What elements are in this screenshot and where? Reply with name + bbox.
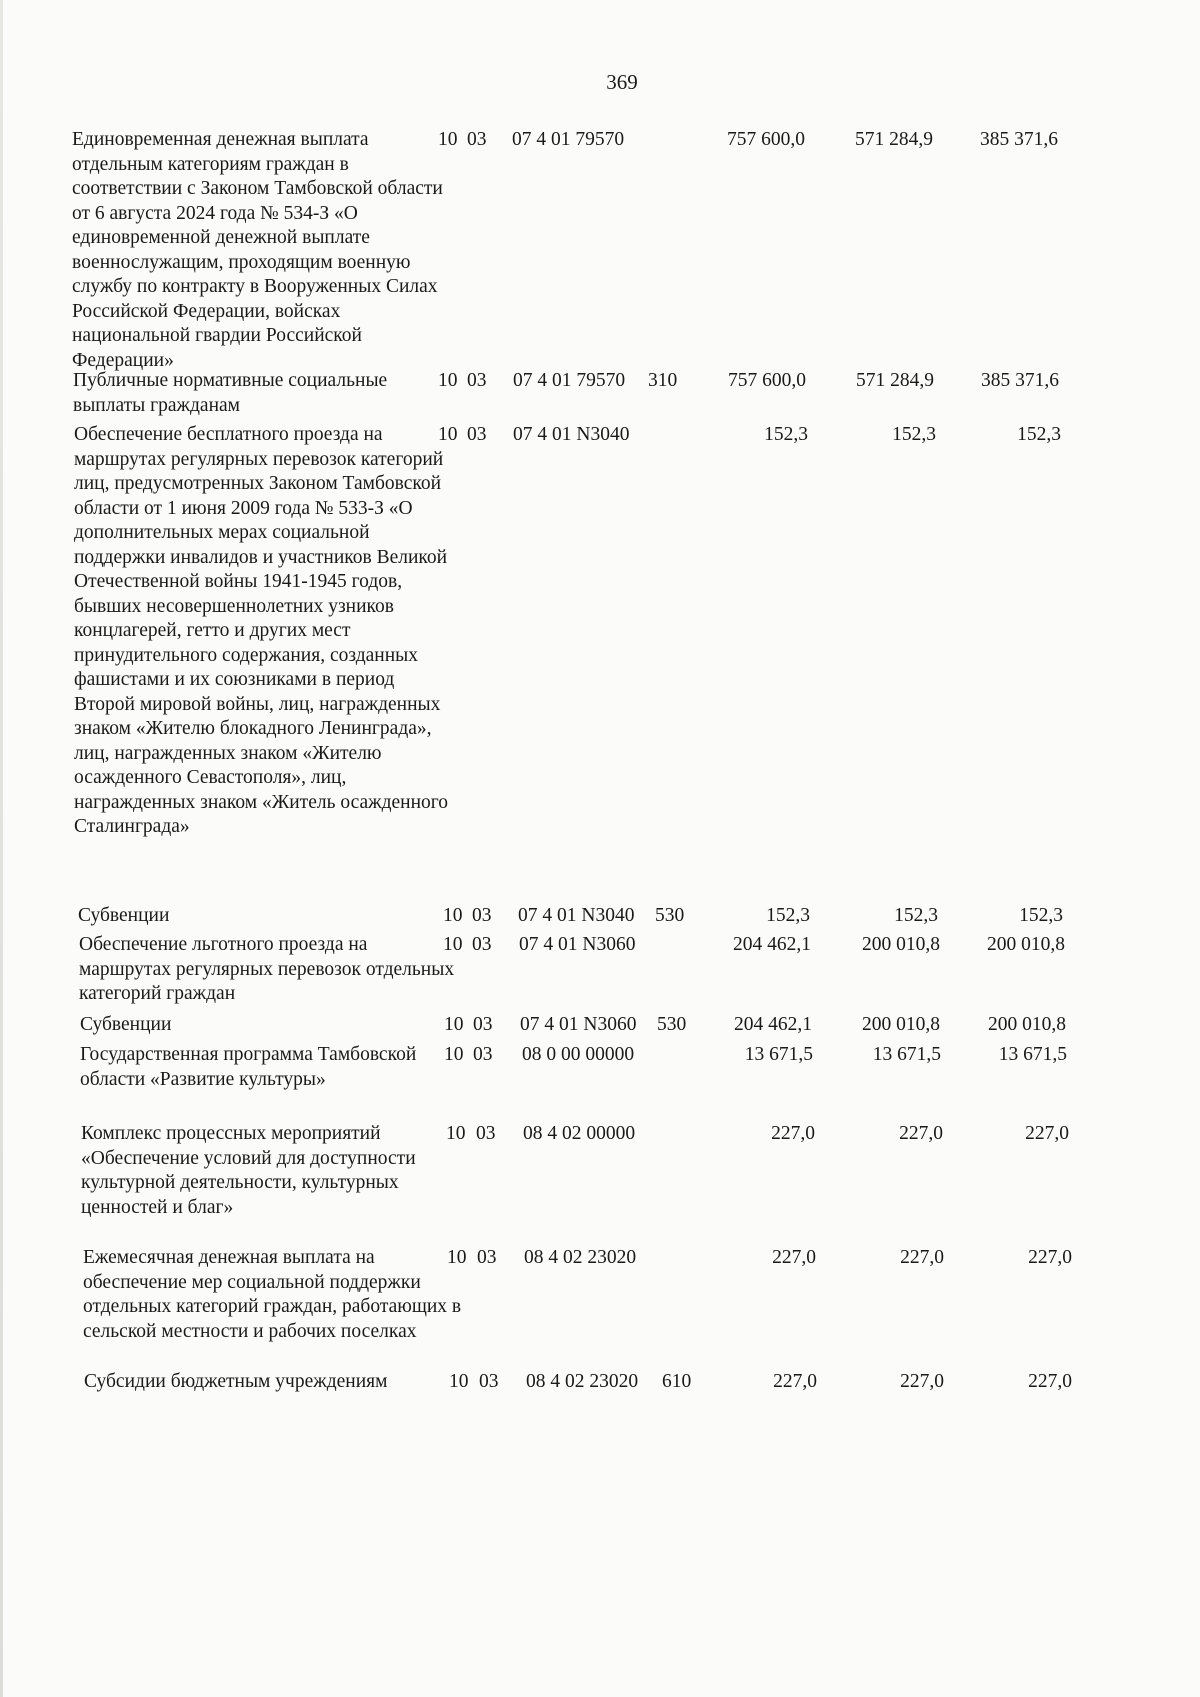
- row-description: Обеспечение льготного проезда на маршрутах регулярных перевозок отдельных категорий граждан: [79, 934, 455, 1004]
- row-description: Субсидии бюджетным учреждениям: [84, 1371, 388, 1392]
- row-description: Государственная программа Тамбовской области «Развитие культуры»: [80, 1044, 417, 1090]
- row-subsection-code: 03: [476, 1123, 496, 1144]
- row-amount-year-3: 227,0: [1028, 1371, 1072, 1392]
- row-target-article: 07 4 01 N3040: [518, 905, 635, 926]
- row-amount-year-3: 385 371,6: [980, 129, 1058, 150]
- row-section-code: 10: [443, 934, 463, 955]
- row-amount-year-3: 227,0: [1028, 1247, 1072, 1268]
- row-description: Комплекс процессных мероприятий «Обеспечение условий для доступности культурной деятельности, культурных ценностей и благ»: [81, 1123, 416, 1218]
- row-subsection-code: 03: [477, 1247, 497, 1268]
- row-expense-type: 530: [655, 905, 685, 926]
- page-number: 369: [606, 70, 638, 94]
- row-section-code: 10: [444, 1014, 464, 1035]
- row-section-code: 10: [438, 370, 458, 391]
- row-amount-year-1: 152,3: [764, 424, 808, 445]
- row-amount-year-3: 227,0: [1025, 1123, 1069, 1144]
- row-target-article: 08 4 02 23020: [524, 1247, 637, 1268]
- row-subsection-code: 03: [472, 934, 492, 955]
- row-amount-year-3: 385 371,6: [981, 370, 1059, 391]
- row-amount-year-2: 200 010,8: [862, 934, 940, 955]
- row-amount-year-2: 227,0: [899, 1123, 943, 1144]
- row-description: Ежемесячная денежная выплата на обеспечение мер социальной поддержки отдельных категорий граждан, работающих в сельской местности и рабочих поселках: [83, 1247, 462, 1342]
- row-amount-year-1: 204 462,1: [734, 1014, 812, 1035]
- row-amount-year-3: 200 010,8: [988, 1014, 1066, 1035]
- row-description: Обеспечение бесплатного проезда на маршрутах регулярных перевозок категорий лиц, предусмотренных Законом Тамбовской области от 1 июня 2009 года № 533-З «О дополнительных мерах социальной поддержки инвалидов и участников Великой Отечественной войны 1941-1945 годов, бывших несовершеннолетних узников концлагерей, гетто и других мест принудительного содержания, созданных фашистами и их союзниками в период Второй мировой войны, лиц, награжденных знаком «Жителю блокадного Ленинграда», лиц, награжденных знаком «Жителю осажденного Севастополя», лиц, награжденных знаком «Житель осажденного Сталинграда»: [74, 424, 449, 837]
- row-amount-year-1: 227,0: [772, 1247, 816, 1268]
- row-target-article: 07 4 01 N3040: [513, 424, 630, 445]
- row-expense-type: 310: [648, 370, 678, 391]
- row-subsection-code: 03: [473, 1014, 493, 1035]
- row-amount-year-1: 757 600,0: [728, 370, 806, 391]
- row-expense-type: 530: [657, 1014, 687, 1035]
- row-subsection-code: 03: [479, 1371, 499, 1392]
- row-description: Субвенции: [80, 1014, 172, 1035]
- row-section-code: 10: [447, 1247, 467, 1268]
- row-target-article: 07 4 01 N3060: [520, 1014, 637, 1035]
- row-amount-year-2: 13 671,5: [872, 1044, 941, 1065]
- row-section-code: 10: [438, 129, 458, 150]
- row-amount-year-1: 204 462,1: [733, 934, 811, 955]
- row-section-code: 10: [449, 1371, 469, 1392]
- row-amount-year-2: 152,3: [894, 905, 938, 926]
- row-section-code: 10: [438, 424, 458, 445]
- row-amount-year-2: 227,0: [900, 1371, 944, 1392]
- row-target-article: 07 4 01 79570: [512, 129, 625, 150]
- row-subsection-code: 03: [473, 1044, 493, 1065]
- row-description: Единовременная денежная выплата отдельным категориям граждан в соответствии с Законом Тамбовской области от 6 августа 2024 года № 534-З «О единовременной денежной выплате военнослужащим, проходящим военную службу по контракту в Вооруженных Силах Российской Федерации, войсках национальной гвардии Российской Федерации»: [72, 129, 443, 371]
- row-target-article: 07 4 01 79570: [513, 370, 626, 391]
- row-target-article: 07 4 01 N3060: [519, 934, 636, 955]
- row-amount-year-1: 152,3: [766, 905, 810, 926]
- row-subsection-code: 03: [472, 905, 492, 926]
- row-amount-year-2: 227,0: [900, 1247, 944, 1268]
- row-amount-year-3: 152,3: [1019, 905, 1063, 926]
- row-section-code: 10: [443, 905, 463, 926]
- scan-edge: [0, 0, 3, 1697]
- row-target-article: 08 0 00 00000: [522, 1044, 635, 1065]
- row-amount-year-1: 227,0: [771, 1123, 815, 1144]
- row-amount-year-2: 571 284,9: [855, 129, 933, 150]
- row-amount-year-2: 200 010,8: [862, 1014, 940, 1035]
- row-section-code: 10: [446, 1123, 466, 1144]
- row-subsection-code: 03: [467, 424, 487, 445]
- row-expense-type: 610: [662, 1371, 692, 1392]
- row-section-code: 10: [444, 1044, 464, 1065]
- row-description: Публичные нормативные социальные выплаты гражданам: [73, 370, 388, 416]
- row-amount-year-1: 757 600,0: [727, 129, 805, 150]
- row-amount-year-3: 152,3: [1017, 424, 1061, 445]
- row-amount-year-2: 152,3: [892, 424, 936, 445]
- row-amount-year-2: 571 284,9: [856, 370, 934, 391]
- row-amount-year-3: 13 671,5: [998, 1044, 1067, 1065]
- row-target-article: 08 4 02 00000: [523, 1123, 636, 1144]
- row-amount-year-1: 227,0: [773, 1371, 817, 1392]
- row-amount-year-3: 200 010,8: [987, 934, 1065, 955]
- row-subsection-code: 03: [467, 370, 487, 391]
- row-subsection-code: 03: [467, 129, 487, 150]
- row-amount-year-1: 13 671,5: [744, 1044, 813, 1065]
- row-target-article: 08 4 02 23020: [526, 1371, 639, 1392]
- row-description: Субвенции: [78, 905, 170, 926]
